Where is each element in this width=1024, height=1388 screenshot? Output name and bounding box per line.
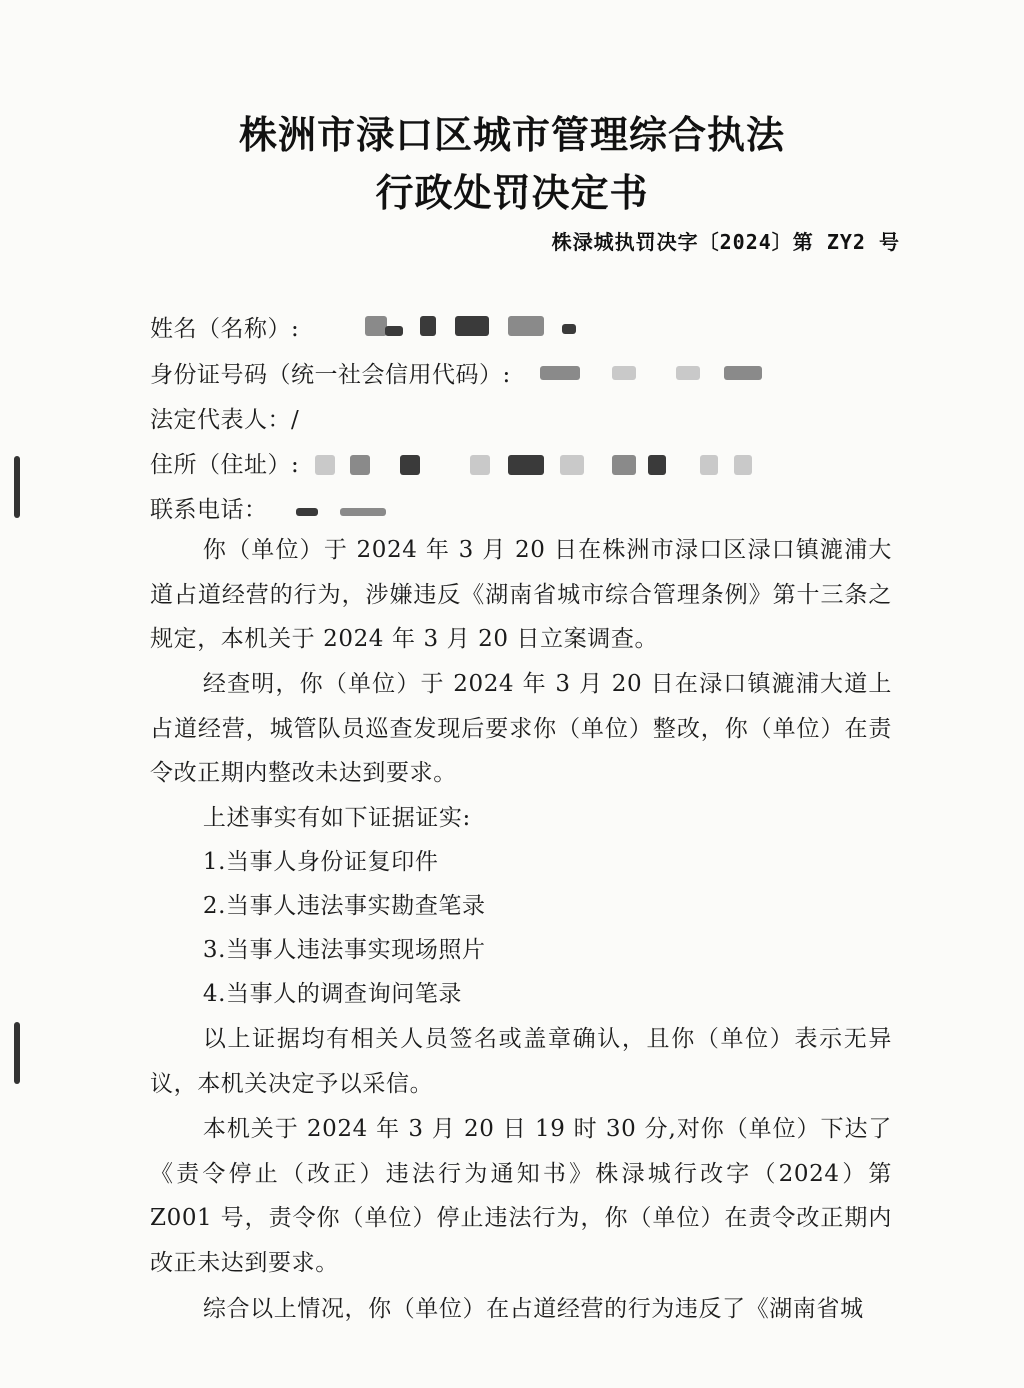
id-number-label: 身份证号码（统一社会信用代码）: — [150, 362, 511, 388]
address-label: 住所（住址）: — [150, 452, 300, 478]
evidence-item: 4.当事人的调查询问笔录 — [202, 981, 463, 1007]
evidence-intro: 上述事实有如下证据证实: — [202, 805, 471, 831]
paragraph-evidence-acceptance: 以上证据均有相关人员签名或盖章确认，且你（单位）表示无异议，本机关决定予以采信。 — [150, 1026, 892, 1097]
phone-label: 联系电话： — [150, 497, 268, 523]
name-label: 姓名（名称）: — [150, 316, 300, 342]
document-number: 株渌城执罚决字〔2024〕第 ZY2 号 — [551, 230, 900, 254]
evidence-item: 3.当事人违法事实现场照片 — [202, 937, 486, 963]
paragraph-rectification-order: 本机关于 2024 年 3 月 20 日 19 时 30 分,对你（单位）下达了《责令停止（改正）违法行为通知书》株渌城行改字（2024）第 Z001 号，责令你（单位）停止违法行为，你（单位）在责令改正期内改正未达到要求。 — [150, 1116, 892, 1276]
paragraph-conclusion: 综合以上情况，你（单位）在占道经营的行为违反了《湖南省城 — [202, 1296, 864, 1322]
legal-representative-label: 法定代表人：/ — [150, 407, 300, 433]
binder-hole-mark — [14, 1022, 20, 1084]
document-title-line2: 行政处罚决定书 — [375, 171, 649, 215]
paragraph-investigation-findings: 经查明，你（单位）于 2024 年 3 月 20 日在渌口镇漉浦大道上占道经营，城管队员巡查发现后要求你（单位）整改，你（单位）在责令改正期内整改未达到要求。 — [150, 671, 892, 786]
evidence-item: 1.当事人身份证复印件 — [202, 849, 439, 875]
document-title-line1: 株洲市渌口区城市管理综合执法 — [238, 113, 785, 157]
binder-hole-mark — [14, 456, 20, 518]
evidence-item: 2.当事人违法事实勘查笔录 — [202, 893, 486, 919]
paragraph-case-filing: 你（单位）于 2024 年 3 月 20 日在株洲市渌口区渌口镇漉浦大道占道经营的行为，涉嫌违反《湖南省城市综合管理条例》第十三条之规定，本机关于 2024 年 3 月 20 日立案调查。 — [150, 537, 892, 652]
